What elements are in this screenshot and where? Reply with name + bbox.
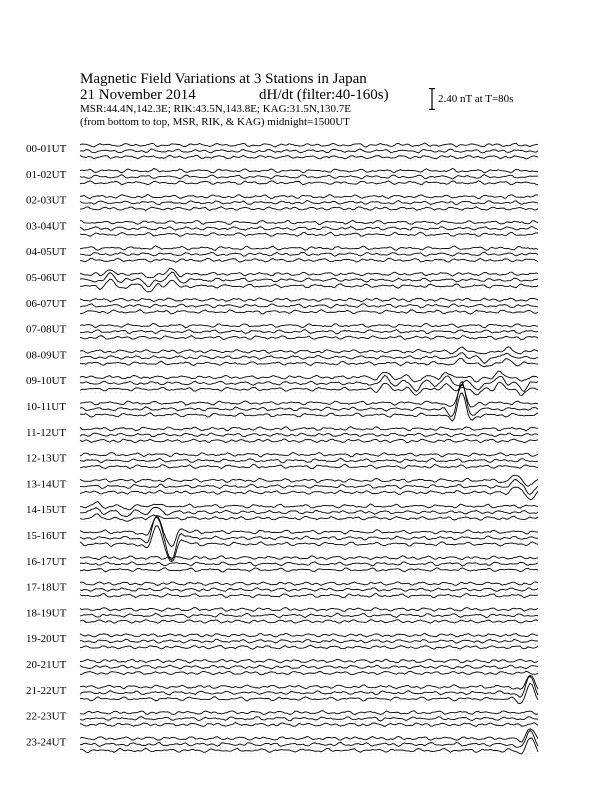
row-label-18-19UT: 18-19UT (26, 607, 67, 620)
trace-07-08UT-RIK (80, 330, 538, 334)
trace-05-06UT-KAG (80, 268, 538, 278)
row-label-14-15UT: 14-15UT (26, 504, 67, 517)
row-label-07-08UT: 07-08UT (26, 323, 67, 336)
trace-02-03UT-MSR (80, 207, 538, 211)
trace-22-23UT-MSR (80, 723, 538, 727)
trace-17-18UT-RIK (80, 588, 538, 591)
trace-07-08UT-KAG (80, 323, 538, 327)
trace-23-24UT-RIK (80, 730, 538, 747)
row-label-16-17UT: 16-17UT (26, 555, 67, 568)
row-label-01-02UT: 01-02UT (26, 168, 67, 181)
row-label-17-18UT: 17-18UT (26, 581, 67, 594)
trace-10-11UT-RIK (80, 382, 538, 417)
row-label-15-16UT: 15-16UT (26, 530, 67, 542)
trace-14-15UT-KAG (80, 502, 538, 510)
trace-14-15UT-MSR (80, 514, 538, 521)
trace-18-19UT-RIK (80, 613, 538, 618)
row-label-23-24UT: 23-24UT (26, 736, 67, 749)
trace-02-03UT-RIK (80, 201, 538, 205)
trace-00-01UT-RIK (80, 149, 538, 153)
trace-19-20UT-MSR (80, 645, 538, 649)
trace-18-19UT-KAG (80, 608, 538, 612)
trace-16-17UT-KAG (80, 556, 538, 560)
trace-21-22UT-KAG (80, 675, 538, 689)
trace-17-18UT-KAG (80, 582, 538, 586)
trace-10-11UT-KAG (80, 385, 538, 407)
trace-13-14UT-KAG (80, 475, 538, 486)
trace-15-16UT-RIK (80, 517, 538, 560)
trace-06-07UT-KAG (80, 298, 538, 302)
trace-03-04UT-RIK (80, 226, 538, 230)
trace-03-04UT-KAG (80, 220, 538, 224)
order-label: (from bottom to top, MSR, RIK, & KAG) midnight=1500UT (80, 116, 350, 128)
row-label-04-05UT: 04-05UT (26, 246, 67, 259)
trace-23-24UT-KAG (80, 729, 538, 742)
trace-08-09UT-MSR (80, 358, 538, 367)
trace-09-10UT-KAG (80, 371, 538, 382)
trace-19-20UT-RIK (80, 639, 538, 643)
trace-16-17UT-RIK (80, 562, 538, 566)
row-label-19-20UT: 19-20UT (26, 633, 67, 646)
trace-11-12UT-RIK (80, 433, 538, 437)
trace-03-04UT-MSR (80, 232, 538, 236)
trace-00-01UT-KAG (80, 143, 538, 147)
trace-20-21UT-KAG (80, 659, 538, 663)
trace-07-08UT-MSR (80, 336, 538, 340)
trace-16-17UT-MSR (80, 568, 538, 572)
row-label-05-06UT: 05-06UT (26, 272, 67, 284)
trace-05-06UT-RIK (80, 272, 538, 287)
row-label-00-01UT: 00-01UT (26, 143, 67, 155)
trace-08-09UT-KAG (80, 347, 538, 354)
trace-22-23UT-RIK (80, 717, 538, 721)
trace-04-05UT-KAG (80, 246, 538, 250)
trace-09-10UT-MSR (80, 382, 538, 395)
row-label-11-12UT: 11-12UT (26, 426, 66, 439)
trace-22-23UT-KAG (80, 711, 538, 715)
trace-01-02UT-KAG (80, 168, 538, 172)
trace-13-14UT-MSR (80, 487, 538, 499)
trace-04-05UT-MSR (80, 258, 538, 262)
stations-label: MSR:44.4N,142.3E; RIK:43.5N,143.8E; KAG:31.5N,130.7E (80, 103, 352, 115)
row-label-06-07UT: 06-07UT (26, 297, 67, 310)
row-label-12-13UT: 12-13UT (26, 452, 67, 465)
trace-12-13UT-RIK (80, 458, 538, 463)
trace-01-02UT-MSR (80, 181, 538, 185)
row-label-22-23UT: 22-23UT (26, 710, 67, 723)
filter-label: dH/dt (filter:40-160s) (259, 87, 389, 103)
chart-title: Magnetic Field Variations at 3 Stations in Japan (80, 71, 367, 87)
trace-00-01UT-MSR (80, 155, 538, 159)
row-label-02-03UT: 02-03UT (26, 194, 67, 207)
trace-05-06UT-MSR (80, 279, 538, 292)
trace-14-15UT-RIK (80, 507, 538, 516)
date-label: 21 November 2014 (80, 87, 196, 103)
trace-18-19UT-MSR (80, 620, 538, 624)
trace-06-07UT-MSR (80, 310, 538, 314)
row-label-13-14UT: 13-14UT (26, 478, 67, 491)
row-label-08-09UT: 08-09UT (26, 349, 67, 362)
trace-11-12UT-KAG (80, 427, 538, 431)
trace-17-18UT-MSR (80, 593, 538, 597)
trace-06-07UT-RIK (80, 304, 538, 308)
trace-20-21UT-MSR (80, 671, 538, 674)
trace-10-11UT-MSR (80, 393, 538, 421)
scale-label: 2.40 nT at T=80s (438, 93, 514, 105)
row-label-10-11UT: 10-11UT (26, 401, 66, 413)
trace-08-09UT-RIK (80, 353, 538, 364)
row-label-21-22UT: 21-22UT (26, 684, 67, 697)
trace-19-20UT-KAG (80, 633, 538, 637)
trace-12-13UT-KAG (80, 452, 538, 456)
trace-12-13UT-MSR (80, 464, 538, 468)
trace-20-21UT-RIK (80, 665, 538, 669)
trace-04-05UT-RIK (80, 252, 538, 256)
trace-02-03UT-KAG (80, 194, 538, 198)
trace-01-02UT-RIK (80, 175, 538, 179)
trace-11-12UT-MSR (80, 439, 538, 443)
row-label-20-21UT: 20-21UT (26, 659, 67, 671)
row-label-09-10UT: 09-10UT (26, 375, 67, 388)
row-label-03-04UT: 03-04UT (26, 220, 67, 233)
